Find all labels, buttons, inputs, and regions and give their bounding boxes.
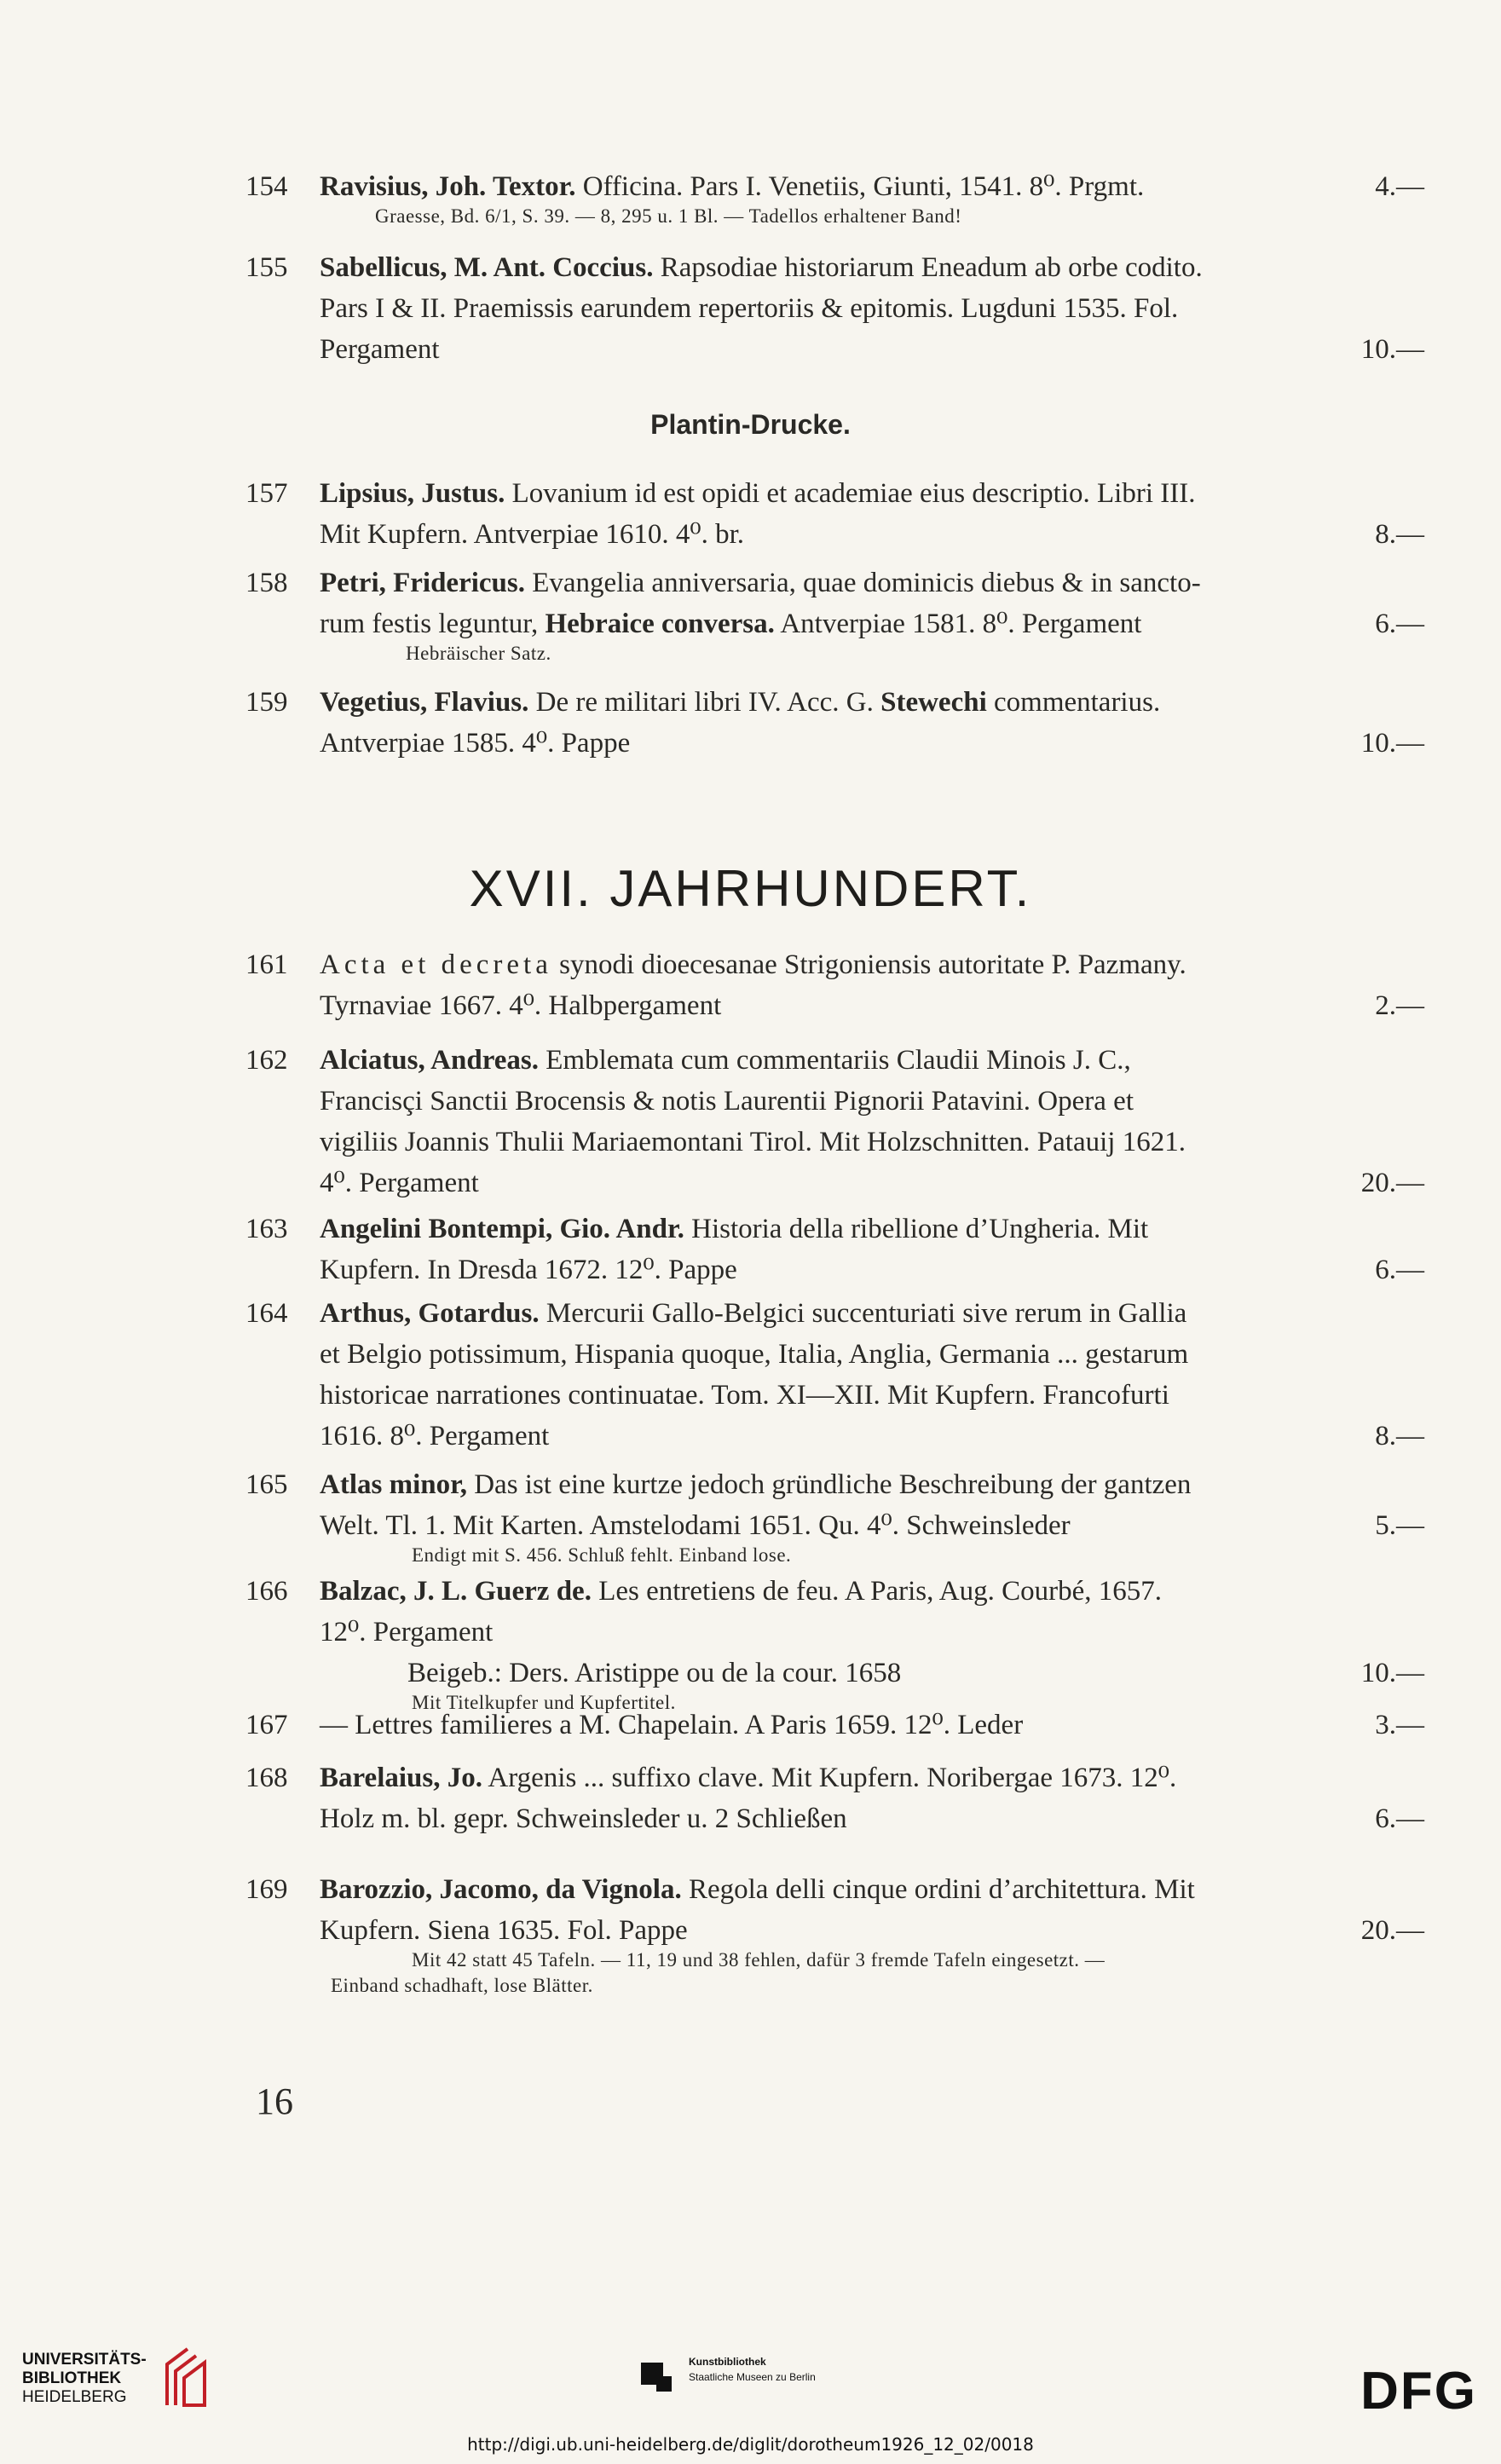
entry-text: Argenis ... suffixo clave. Mit Kupfern. Noribergae 1673. 12⁰. (482, 1763, 1177, 1793)
entry-text-line (320, 288, 1424, 329)
entry-author: Barelaius, Jo. (320, 1763, 482, 1793)
century-heading: XVII. JAHRHUNDERT. (469, 860, 1032, 917)
entry-text: Antverpiae 1581. 8⁰. Pergament (774, 609, 1142, 639)
source-url[interactable]: http://digi.ub.uni-heidelberg.de/diglit/dorotheum1926_12_02/0018 (467, 2434, 1034, 2455)
entry-text: — Lettres familieres a M. Chapelain. A Paris 1659. 12⁰. Leder (320, 1710, 1024, 1740)
entry-text: rum festis leguntur, (320, 609, 546, 639)
entry-text: Mit Kupfern. Antverpiae 1610. 4⁰. br. (320, 519, 745, 550)
entry-text-line (320, 1163, 1424, 1203)
entry-author: Atlas minor, (320, 1469, 467, 1500)
footer-bar (0, 2335, 1501, 2464)
entry-number: 162 (245, 1045, 288, 1076)
entry-price: 6.— (1375, 1803, 1424, 1834)
entry-author: Angelini Bontempi, Gio. Andr. (320, 1214, 684, 1244)
entry-note: Graesse, Bd. 6/1, S. 39. — 8, 295 u. 1 Bl. — Tadellos erhaltener Band! (375, 205, 962, 227)
entry-note: Mit 42 statt 45 Tafeln. — 11, 19 und 38 fehlen, dafür 3 fremde Tafeln eingesetzt. — (412, 1949, 1106, 1971)
entry-price: 6.— (1375, 609, 1424, 639)
entry-text-line (320, 1910, 1424, 1951)
entry-text: Regola delli cinque ordini d’architettura. Mit (681, 1874, 1195, 1905)
university-library-label (22, 2351, 147, 2407)
entry-text: Beigeb.: Ders. Aristippe ou de la cour. 1658 (407, 1658, 902, 1688)
entry-number: 167 (245, 1710, 288, 1740)
entry-text-line (320, 985, 1424, 1026)
entry-text: Pergament (320, 334, 440, 365)
entry-text-line (320, 329, 1424, 370)
entry-text-line (320, 563, 1424, 603)
entry-text-line (320, 1334, 1424, 1375)
entry-text-line (320, 247, 1424, 288)
entry-text: commentarius. (986, 687, 1161, 718)
entry-text-line (320, 1798, 1424, 1839)
entry-text: 1616. 8⁰. Pergament (320, 1421, 550, 1451)
entry-text: Evangelia anniversaria, quae dominicis diebus & in sancto- (525, 568, 1201, 598)
entry-price: 10.— (1360, 334, 1424, 365)
entry-number: 157 (245, 478, 288, 509)
entry-text-line (320, 944, 1424, 985)
entry-text: Tyrnaviae 1667. 4⁰. Halbpergament (320, 990, 722, 1021)
entry-text-line (320, 1505, 1424, 1546)
entry-text: Lovanium id est opidi et academiae eius descriptio. Libri III. (505, 478, 1196, 509)
entry-text-line (320, 1122, 1424, 1163)
entry-price: 3.— (1375, 1710, 1424, 1740)
entry-price: 4.— (1375, 171, 1424, 202)
entry-author: Lipsius, Justus. (320, 478, 505, 509)
uni-line-1: UNIVERSITÄTS- (22, 2351, 147, 2369)
entry-price: 20.— (1360, 1168, 1424, 1198)
kb-subtitle: Staatliche Museen zu Berlin (689, 2371, 816, 2383)
entry-text: Les entretiens de feu. A Paris, Aug. Courbé, 1657. (591, 1576, 1163, 1607)
entry-author: Vegetius, Flavius. (320, 687, 529, 718)
entry-text: Francisçi Sanctii Brocensis & notis Laurentii Pignorii Patavini. Opera et (320, 1086, 1134, 1117)
entry-number: 154 (245, 171, 288, 202)
entry-text: et Belgio potissimum, Hispania quoque, Italia, Anglia, Germania ... gestarum (320, 1339, 1189, 1370)
entry-number: 158 (245, 568, 288, 598)
entry-text-line (320, 1081, 1424, 1122)
entry-text: synodi dioecesanae Strigoniensis autoritate P. Pazmany. (551, 949, 1186, 980)
entry-price: 10.— (1360, 728, 1424, 759)
entry-text: 4⁰. Pergament (320, 1168, 479, 1198)
entry-price: 8.— (1375, 519, 1424, 550)
entry-note: Einband schadhaft, lose Blätter. (331, 1975, 593, 1996)
entry-price: 8.— (1375, 1421, 1424, 1451)
entry-author: Barozzio, Jacomo, da Vignola. (320, 1874, 682, 1905)
dfg-logo: DFG (1360, 2362, 1477, 2421)
entry-price: 20.— (1360, 1915, 1424, 1946)
uni-line-2: BIBLIOTHEK (22, 2369, 122, 2387)
entry-text-line (320, 1416, 1424, 1457)
entry-price: 2.— (1375, 990, 1424, 1021)
entry-text-line (320, 473, 1424, 514)
entry-author: Balzac, J. L. Guerz de. (320, 1576, 592, 1607)
entry-text-line (320, 682, 1424, 723)
entry-text: Acta et decreta (320, 949, 552, 980)
entry-text-line (320, 1464, 1424, 1505)
entry-number: 168 (245, 1763, 288, 1793)
entry-author: Alciatus, Andreas. (320, 1045, 540, 1076)
entry-text: Emblemata cum commentariis Claudii Minois J. C., (539, 1045, 1131, 1076)
section-heading-plantin: Plantin-Drucke. (650, 409, 851, 440)
university-logo-icon (162, 2342, 210, 2410)
entry-text: Holz m. bl. gepr. Schweinsleder u. 2 Schließen (320, 1803, 847, 1834)
entry-number: 161 (245, 949, 288, 980)
entry-text-line (320, 1249, 1424, 1290)
entry-text: vigiliis Joannis Thulii Mariaemontani Tirol. Mit Holzschnitten. Patauij 1621. (320, 1127, 1186, 1157)
entry-price: 10.— (1360, 1658, 1424, 1688)
entry-text: 12⁰. Pergament (320, 1617, 494, 1647)
entry-number: 169 (245, 1874, 288, 1905)
entry-price: 5.— (1375, 1510, 1424, 1541)
entry-text-line (320, 1375, 1424, 1416)
entry-text: Mercurii Gallo-Belgici succenturiati sive rerum in Gallia (539, 1298, 1187, 1329)
entry-author: Arthus, Gotardus. (320, 1298, 540, 1329)
entry-text: historicae narrationes continuatae. Tom. XI—XII. Mit Kupfern. Francofurti (320, 1380, 1169, 1411)
entry-note: Endigt mit S. 456. Schluß fehlt. Einband lose. (412, 1544, 792, 1566)
kb-title: Kunstbibliothek (689, 2356, 766, 2368)
entry-text: Antverpiae 1585. 4⁰. Pappe (320, 728, 631, 759)
entry-text: De re militari libri IV. Acc. G. (528, 687, 881, 718)
entry-author: Ravisius, Joh. Textor. (320, 171, 576, 202)
entry-text-line (320, 1757, 1424, 1798)
entry-text-line (320, 1293, 1424, 1334)
entry-note: Hebräischer Satz. (406, 643, 551, 664)
entry-text: Welt. Tl. 1. Mit Karten. Amstelodami 1651. Qu. 4⁰. Schweinsleder (320, 1510, 1071, 1541)
entry-text-line (320, 1705, 1424, 1746)
entry-text-line (407, 1653, 1424, 1694)
entry-text: Das ist eine kurtze jedoch gründliche Beschreibung der gantzen (466, 1469, 1192, 1500)
uni-line-3: HEIDELBERG (22, 2388, 127, 2406)
entry-text-line (320, 603, 1424, 644)
entry-text-line (320, 1040, 1424, 1081)
entry-text-line (320, 514, 1424, 555)
kunstbibliothek-logo-icon (638, 2356, 678, 2397)
entry-number: 166 (245, 1576, 288, 1607)
entry-text: Officina. Pars I. Venetiis, Giunti, 1541. 8⁰. Prgmt. (575, 171, 1145, 202)
entry-text-line (320, 723, 1424, 764)
entry-text: Pars I & II. Praemissis earundem repertoriis & epitomis. Lugduni 1535. Fol. (320, 293, 1179, 324)
entry-text-line (320, 166, 1424, 207)
entry-number: 159 (245, 687, 288, 718)
kunstbibliothek-label (689, 2354, 816, 2385)
entry-text: Rapsodiae historiarum Eneadum ab orbe codito. (653, 252, 1203, 283)
entry-text-line (320, 1869, 1424, 1910)
entry-author: Sabellicus, M. Ant. Coccius. (320, 252, 654, 283)
entry-text: Kupfern. In Dresda 1672. 12⁰. Pappe (320, 1255, 737, 1285)
entry-number: 165 (245, 1469, 288, 1500)
entry-text-line (320, 1612, 1424, 1653)
entry-number: 164 (245, 1298, 288, 1329)
entry-author: Hebraice conversa. (545, 609, 775, 639)
entry-author: Stewechi (880, 687, 987, 718)
entry-number: 163 (245, 1214, 288, 1244)
entry-note: Mit Titelkupfer und Kupfertitel. (412, 1692, 676, 1713)
entry-text: Kupfern. Siena 1635. Fol. Pappe (320, 1915, 688, 1946)
entry-text: Historia della ribellione d’Ungheria. Mit (684, 1214, 1149, 1244)
entry-author: Petri, Fridericus. (320, 568, 525, 598)
entry-number: 155 (245, 252, 288, 283)
entry-text-line (320, 1209, 1424, 1249)
entry-text-line (320, 1571, 1424, 1612)
page-number: 16 (256, 2080, 293, 2122)
entry-price: 6.— (1375, 1255, 1424, 1285)
